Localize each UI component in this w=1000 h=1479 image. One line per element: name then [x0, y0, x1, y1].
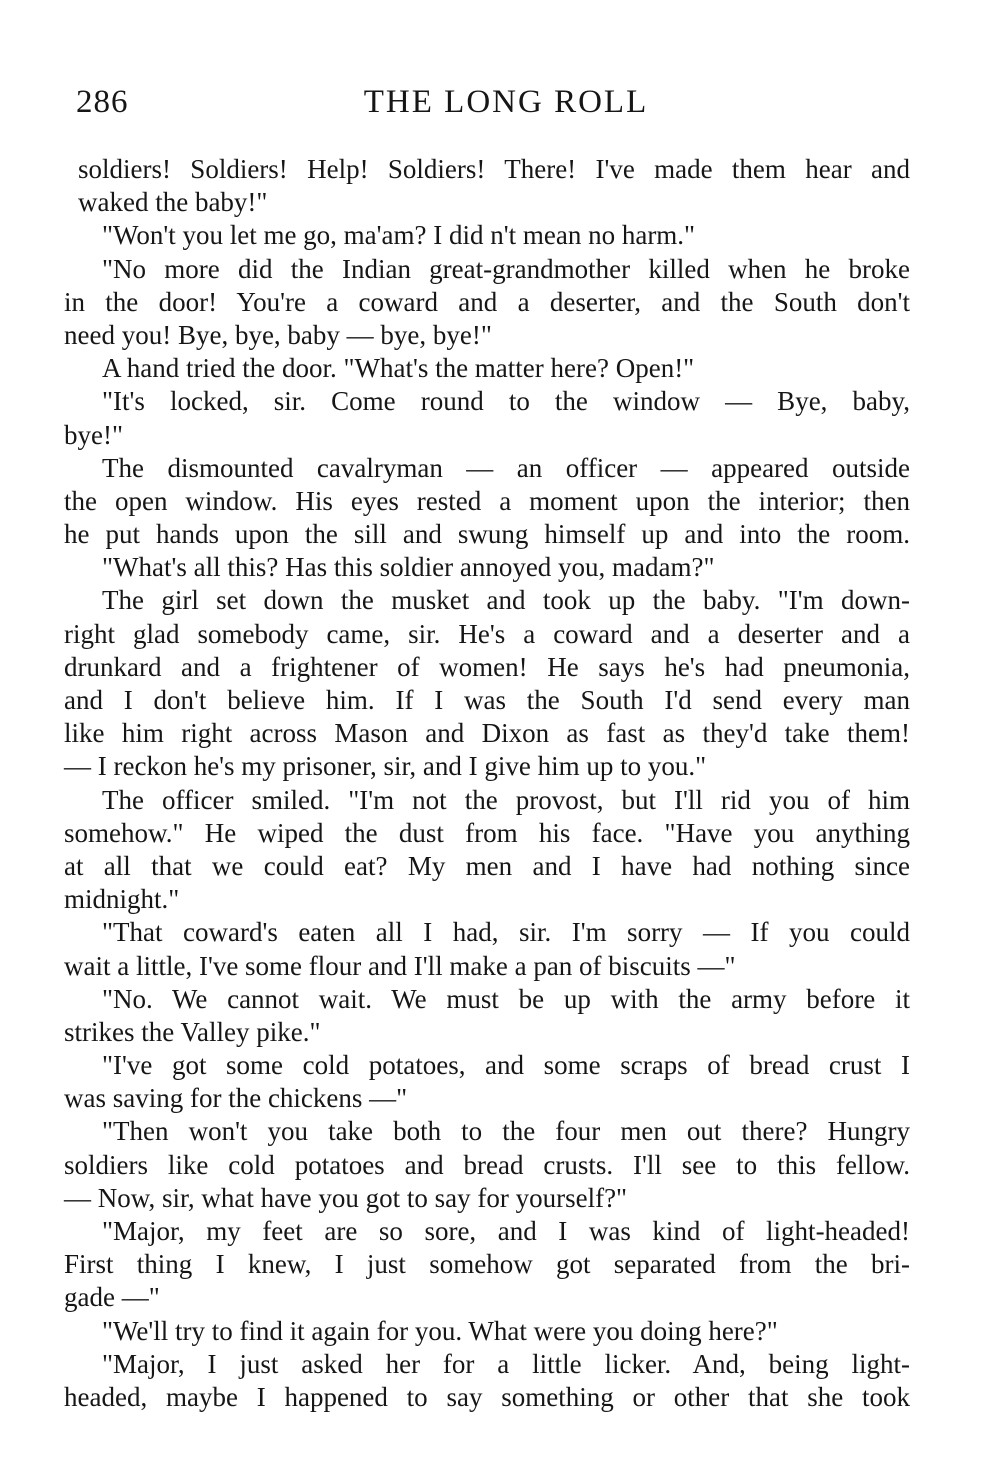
text-line: — I reckon he's my prisoner, sir, and I give him up to you."	[64, 751, 707, 782]
text-line: "Major, my feet are so sore, and I was kind of light-headed!	[102, 1216, 910, 1246]
text-line: like him right across Mason and Dixon as fast as they'd take them!	[64, 718, 910, 749]
text-line: First thing I knew, I just somehow got separated from the bri-	[64, 1249, 910, 1280]
text-line: soldiers! Soldiers! Help! Soldiers! There! I've made them hear and	[78, 154, 910, 184]
text-line: soldiers like cold potatoes and bread crusts. I'll see to this fellow.	[64, 1149, 910, 1180]
text-line: "I've got some cold potatoes, and some scraps of bread crust I	[102, 1050, 910, 1081]
text-line: and I don't believe him. If I was the South I'd send every man	[64, 685, 910, 715]
text-line: wait a little, I've some flour and I'll make a pan of biscuits —"	[64, 950, 736, 981]
text-line: he put hands upon the sill and swung himself up and into the room.	[64, 519, 910, 550]
text-line: in the door! You're a coward and a deserter, and the South don't	[64, 286, 910, 317]
text-line: strikes the Valley pike."	[64, 1016, 321, 1047]
text-line: The girl set down the musket and took up the baby. "I'm down-	[102, 585, 910, 616]
text-line: need you! Bye, bye, baby — bye, bye!"	[64, 319, 492, 350]
text-line: drunkard and a frightener of women! He says he's had pneumonia,	[64, 651, 910, 682]
text-line: headed, maybe I happened to say something or other that she took	[64, 1381, 910, 1412]
text-line: right glad somebody came, sir. He's a coward and a deserter and a	[64, 618, 910, 649]
text-line: waked the baby!"	[78, 187, 268, 218]
page-number: 286	[76, 84, 129, 120]
running-title: THE LONG ROLL	[363, 84, 649, 120]
page-body-text	[64, 153, 910, 1414]
text-line: was saving for the chickens —"	[64, 1083, 408, 1114]
text-line: "Won't you let me go, ma'am? I did n't mean no harm."	[102, 220, 696, 251]
text-line: the open window. His eyes rested a moment upon the interior; then	[64, 485, 910, 516]
text-line: "It's locked, sir. Come round to the window — Bye, baby,	[102, 386, 910, 417]
text-line: somehow." He wiped the dust from his face. "Have you anything	[64, 817, 910, 848]
text-line: "No more did the Indian great-grandmother killed when he broke	[102, 253, 910, 284]
text-line: "No. We cannot wait. We must be up with the army before it	[102, 983, 910, 1014]
text-line: "Major, I just asked her for a little licker. And, being light-	[102, 1348, 910, 1379]
text-line: "We'll try to find it again for you. What were you doing here?"	[102, 1315, 778, 1346]
text-line: A hand tried the door. "What's the matter here? Open!"	[102, 353, 695, 384]
text-line: "That coward's eaten all I had, sir. I'm sorry — If you could	[102, 917, 910, 948]
text-line: — Now, sir, what have you got to say for yourself?"	[64, 1182, 628, 1213]
text-line: gade —"	[64, 1282, 160, 1313]
text-line: "Then won't you take both to the four men out there? Hungry	[102, 1116, 910, 1147]
page-header	[76, 84, 906, 134]
text-line: "What's all this? Has this soldier annoyed you, madam?"	[102, 552, 715, 583]
text-line: at all that we could eat? My men and I have had nothing since	[64, 850, 910, 881]
text-line: midnight."	[64, 884, 180, 915]
text-line: The officer smiled. "I'm not the provost, but I'll rid you of him	[102, 784, 910, 815]
text-line: bye!"	[64, 419, 123, 450]
text-line: The dismounted cavalryman — an officer — appeared outside	[102, 452, 910, 483]
